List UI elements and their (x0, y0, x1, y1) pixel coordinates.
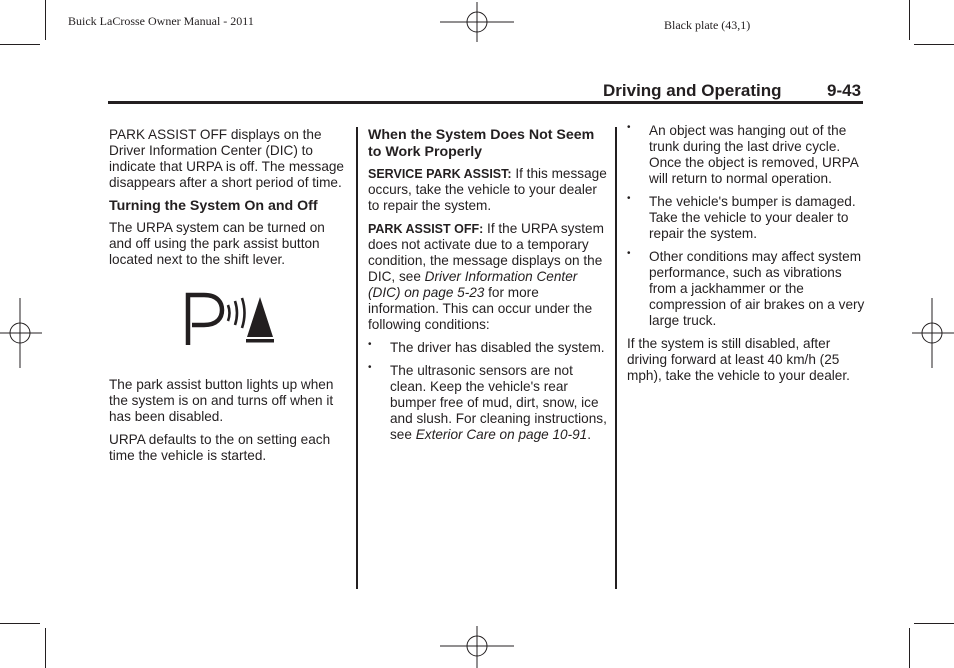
list-item-text: The driver has disabled the system. (390, 340, 605, 355)
bullet-icon: • (627, 122, 631, 133)
crop-mark (0, 44, 40, 45)
paragraph: The park assist button lights up when the system is on and turns off when it has been disabled. (109, 377, 334, 424)
park-assist-button-icon (109, 275, 349, 377)
list-item-text: Other conditions may affect system performance, such as vibrations from a jackhammer or the compression of air brakes on a very large truck. (649, 249, 865, 328)
paragraph (368, 221, 608, 333)
registration-mark-right-icon (912, 298, 954, 368)
bullet-list (627, 123, 867, 329)
crop-mark (909, 628, 910, 668)
header-rule (108, 101, 863, 104)
list-item (368, 340, 608, 356)
crop-mark (914, 623, 954, 624)
registration-mark-left-icon (0, 298, 42, 368)
list-item (368, 363, 608, 443)
paragraph: PARK ASSIST OFF displays on the Driver Information Center (DIC) to indicate that URPA is off. The message disappears after a short period of time. (109, 127, 344, 190)
column-divider (615, 127, 617, 589)
cross-reference-link[interactable]: Exterior Care on page 10-91 (415, 427, 588, 442)
paragraph-text: for more information. This can occur under the following conditions: (368, 285, 593, 332)
message-label: SERVICE PARK ASSIST: (368, 167, 512, 181)
registration-mark-bottom-icon (440, 626, 514, 668)
cross-reference-link[interactable]: Driver Information Center (DIC) on page 5-23 (368, 269, 578, 300)
list-item-text: The vehicle's bumper is damaged. Take the vehicle to your dealer to repair the system. (649, 194, 856, 241)
column-divider (356, 127, 358, 589)
section-heading: When the System Does Not Seem to Work Properly (368, 127, 595, 160)
paragraph (368, 166, 608, 214)
column-2 (368, 127, 608, 450)
crop-mark (45, 0, 46, 40)
paragraph-text: If this message occurs, take the vehicle to your dealer to repair the system. (368, 166, 607, 213)
registration-mark-top-icon (440, 2, 514, 42)
crop-mark (45, 628, 46, 668)
list-item-text: An object was hanging out of the trunk during the last drive cycle. Once the object is removed, URPA will return to normal operation. (649, 123, 859, 186)
crop-mark (914, 44, 954, 45)
page-number: 9-43 (827, 81, 862, 100)
paragraph-text: If the URPA system does not activate due to a temporary condition, the message displays on the DIC, see (368, 221, 604, 284)
bullet-list (368, 340, 608, 443)
section-heading: Turning the System On and Off (109, 198, 318, 214)
paragraph: If the system is still disabled, after driving forward at least 40 km/h (25 mph), take the vehicle to your dealer. (627, 336, 850, 383)
list-item (627, 194, 867, 242)
list-item-text: The ultrasonic sensors are not clean. Keep the vehicle's rear bumper free of mud, dirt, snow, ice and slush. For cleaning instructions, see (390, 363, 607, 442)
paragraph: The URPA system can be turned on and off using the park assist button located next to the shift lever. (109, 220, 325, 267)
list-item-text: . (587, 427, 592, 442)
paragraph: URPA defaults to the on setting each time the vehicle is started. (109, 432, 331, 463)
bullet-icon: • (368, 339, 372, 350)
manual-title: Buick LaCrosse Owner Manual - 2011 (68, 14, 254, 28)
plate-label: Black plate (43,1) (664, 18, 751, 32)
column-1 (109, 127, 349, 471)
section-title: Driving and Operating (603, 81, 782, 100)
crop-mark (0, 623, 40, 624)
bullet-icon: • (627, 248, 631, 259)
bullet-icon: • (368, 362, 372, 373)
bullet-icon: • (627, 193, 631, 204)
crop-mark (909, 0, 910, 40)
column-3 (627, 123, 867, 391)
list-item (627, 123, 867, 187)
list-item (627, 249, 867, 329)
message-label: PARK ASSIST OFF: (368, 222, 484, 236)
